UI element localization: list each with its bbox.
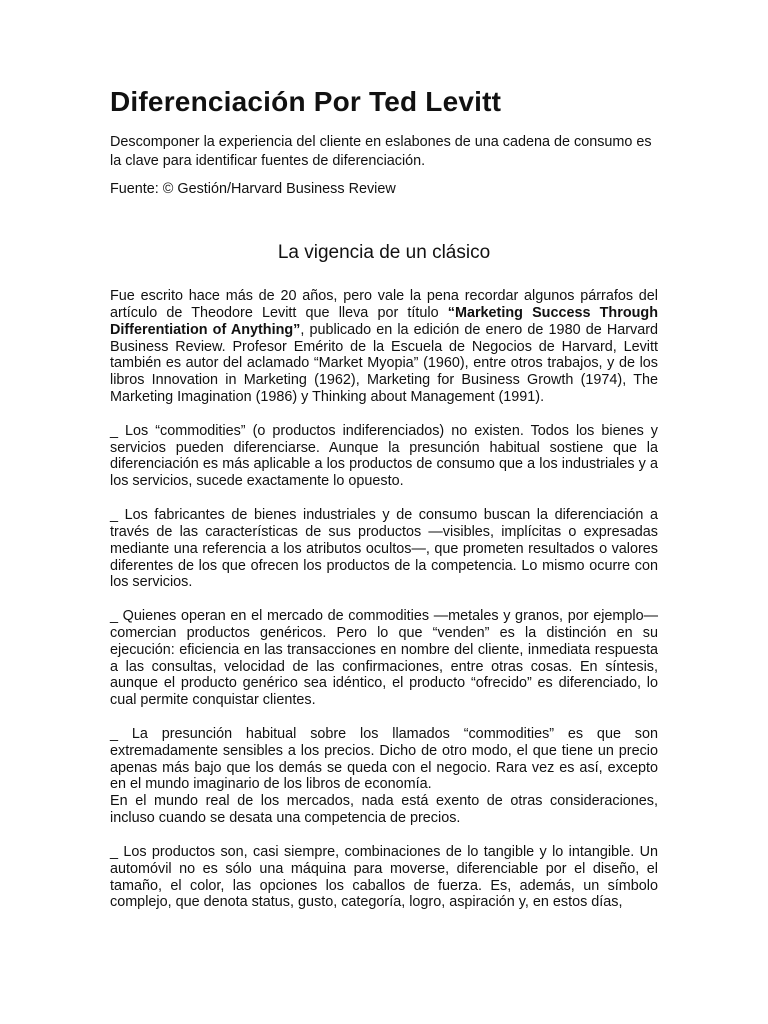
document-page: [110, 84, 658, 911]
section-heading: La vigencia de un clásico: [277, 242, 491, 263]
paragraph-presuncion: [110, 726, 658, 827]
intro-paragraph: [110, 288, 658, 406]
article-body: [110, 288, 658, 911]
source-line: Fuente: © Gestión/Harvard Business Review: [110, 181, 396, 197]
document-title: Diferenciación Por Ted Levitt: [110, 86, 502, 117]
document-subtitle: Descomponer la experiencia del cliente en eslabones de una cadena de consumo es la clave para identificar fuentes de diferenciación.: [110, 134, 652, 169]
intro-text-1: Fue escrito hace más de 20 años, pero vale la pena recordar algunos párrafos del artículo de Theodore Levitt que lleva por título: [110, 288, 658, 321]
article-title-bold: “Marketing Success Through Differentiation of Anything”: [110, 304, 658, 338]
presuncion-text-1: _ La presunción habitual sobre los llamados “commodities” es que son extremadamente sensibles a los precios. Dicho de otro modo, el que tiene un precio apenas más bajo que los demás se queda con el negocio. Rara vez es así, excepto en el mundo imaginario de los libros de economía.: [110, 725, 658, 793]
paragraph-commodities: _ Los “commodities” (o productos indiferenciados) no existen. Todos los bienes y servicios pueden diferenciarse. Aunque la presunción habitual sostiene que la diferenciación es más aplicable a los productos de consumo que a los industriales y a los servicios, sucede exactamente lo opuesto.: [110, 422, 658, 490]
intro-text-2: , publicado en la edición de enero de 1980 de Harvard Business Review. Profesor Emérito de la Escuela de Negocios de Harvard, Levitt también es autor del aclamado “Market Myopia” (1960), entre otros trabajos, y de los libros Innovation in Marketing (1962), Marketing for Business Growth (1974), The Marketing Imagination (1986) y Thinking about Management (1991).: [110, 321, 658, 406]
presuncion-text-2: En el mundo real de los mercados, nada está exento de otras consideraciones, incluso cuando se desata una competencia de precios.: [110, 793, 658, 827]
paragraph-fabricantes: _ Los fabricantes de bienes industriales y de consumo buscan la diferenciación a través de las características de sus productos —visibles, implícitas o expresadas mediante una referencia a los atributos ocultos—, que prometen resultados o valores diferentes de los que ofrecen los productos de la competencia. Lo mismo ocurre con los servicios.: [110, 506, 658, 591]
paragraph-productos: _ Los productos son, casi siempre, combinaciones de lo tangible y lo intangible. Un automóvil no es sólo una máquina para moverse, diferenciable por el diseño, el tamaño, el color, las opciones los caballos de fuerza. Es, además, un símbolo complejo, que denota status, gusto, categoría, logro, aspiración y, en estos días,: [110, 843, 658, 911]
paragraph-mercado: _ Quienes operan en el mercado de commodities —metales y granos, por ejemplo— comercian productos genéricos. Pero lo que “venden” es la distinción en su ejecución: eficiencia en las transacciones en nombre del cliente, inmediata respuesta a las consultas, velocidad de las confirmaciones, entre otras cosas. En síntesis, aunque el producto genérico sea idéntico, el producto “ofrecido” es diferenciado, lo cual permite conquistar clientes.: [110, 608, 658, 709]
